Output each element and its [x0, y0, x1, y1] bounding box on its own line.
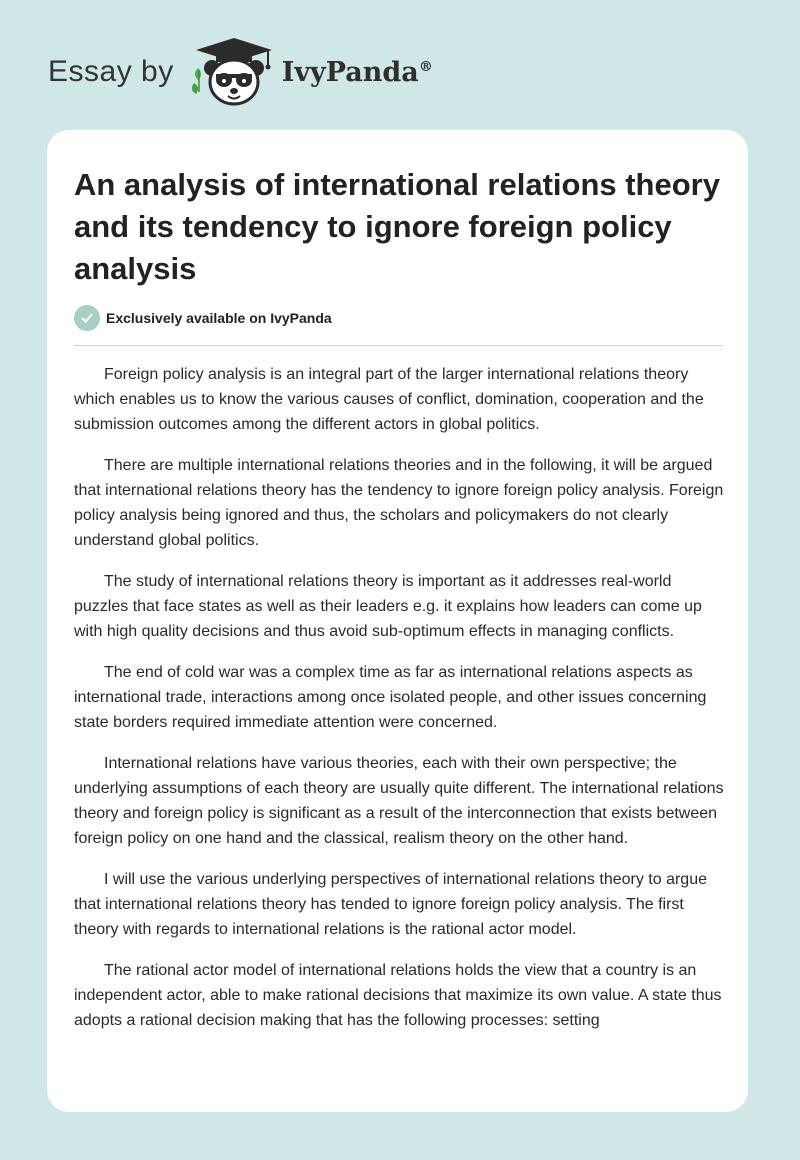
site-header	[48, 36, 548, 108]
check-icon	[74, 305, 100, 331]
essay-body	[74, 362, 729, 1049]
brand-name: IvyPanda®	[281, 56, 433, 88]
essay-by-label: Essay by	[48, 55, 174, 88]
paragraph: The end of cold war was a complex time as far as international relations aspects as international trade, interactions among once isolated people, and other issues concerning state borders required immediate attention were concerned.	[74, 664, 707, 731]
paragraph: There are multiple international relations theories and in the following, it will be argued that international relations theory has the tendency to ignore foreign policy analysis. Foreign policy analysis being ignored and thus, the scholars and policymakers do not clearly understand global politics.	[74, 457, 724, 549]
divider	[74, 345, 723, 346]
paragraph: The rational actor model of international relations holds the view that a country is an independent actor, able to make rational decisions that maximize its own value. A state thus adopts a rational decision making that has the following processes: setting	[74, 962, 722, 1029]
essay-card	[47, 130, 748, 1112]
paragraph: International relations have various theories, each with their own perspective; the underlying assumptions of each theory are usually quite different. The international relations theory and foreign policy is significant as a result of the interconnection that exists between foreign policy on one hand and the classical, realism theory on the other hand.	[74, 755, 724, 847]
panda-mascot-icon	[188, 36, 280, 108]
exclusive-label: Exclusively available on IvyPanda	[106, 310, 332, 326]
exclusive-badge	[74, 305, 332, 331]
paragraph: I will use the various underlying perspectives of international relations theory to argue that international relations theory has tended to ignore foreign policy analysis. The first theory with regards to international relations is the rational actor model.	[74, 871, 707, 938]
ivypanda-logo[interactable]	[188, 36, 433, 108]
page-title: An analysis of international relations theory and its tendency to ignore foreign policy analysis	[74, 167, 720, 286]
paragraph: The study of international relations theory is important as it addresses real-world puzzles that face states as well as their leaders e.g. it explains how leaders can come up with high quality decisions and thus avoid sub-optimum effects in managing conflicts.	[74, 573, 702, 640]
paragraph: Foreign policy analysis is an integral part of the larger international relations theory which enables us to know the various causes of conflict, domination, cooperation and the submission outcomes among the different actors in global politics.	[74, 366, 704, 433]
